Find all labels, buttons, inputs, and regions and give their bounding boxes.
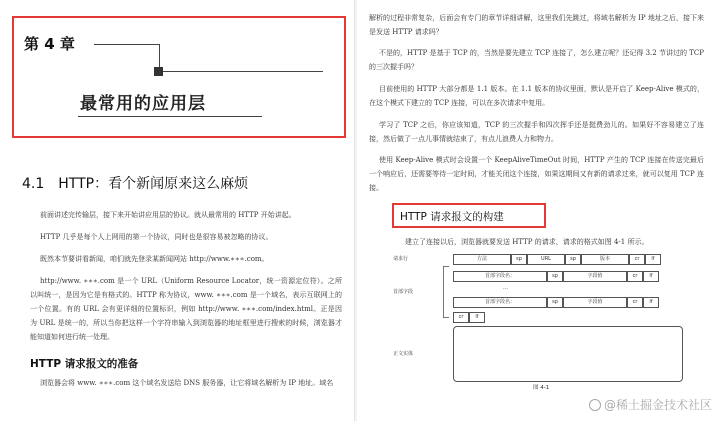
section-highlight — [392, 203, 546, 228]
chapter-title-underline — [78, 116, 262, 117]
field-cr: cr — [453, 312, 469, 323]
paragraph: 建立了连接以后，浏览器就要发送 HTTP 的请求，请求的格式如图 4-1 所示。 — [405, 238, 649, 246]
chapter-label: 第 4 章 — [24, 35, 75, 53]
paragraph: HTTP 几乎是每个人上网用的第一个协议，同时也是很容易被忽略的协议。 — [40, 233, 273, 241]
field-cr: cr — [627, 271, 643, 282]
row-label-body: 正文实体 — [393, 351, 414, 357]
paragraph: 学习了 TCP 之后，你应该知道，TCP 的三次握手和四次挥手还是挺费劲儿的。如果好不容易建立了连接，然后做了一点儿事情就结束了，有点儿浪费人力和物力。 — [369, 121, 704, 143]
field-url: URL — [527, 254, 565, 265]
field-cr: cr — [627, 297, 643, 308]
paragraph: 使用 Keep-Alive 模式时会设置一个 KeepAliveTimeOut 时间，HTTP 产生的 TCP 连接在传送完最后一个响应后，还需要等待一定时间，才能关闭这个连接，如果这期间又有新的请求过来，就可以复用 TCP 连接。 — [369, 156, 704, 192]
subsection-title: HTTP 请求报文的准备 — [30, 358, 139, 370]
field-version: 版本 — [581, 254, 629, 265]
paragraph: 不是的，HTTP 是基于 TCP 的，当然是要先建立 TCP 连接了，怎么建立呢？还记得 3.2 节讲过的 TCP 的三次握手吗？ — [369, 49, 704, 71]
paragraph: 浏览器会将 www. ∗∗∗.com 这个域名发送给 DNS 服务器，让它将域名解析为 IP 地址。域名 — [40, 379, 334, 387]
field-header-value: 字段值 — [563, 271, 627, 282]
field-header-name: 首部字段名： — [453, 271, 547, 282]
right-page — [357, 0, 720, 421]
row-label-request-line: 请求行 — [393, 256, 409, 262]
paragraph: 既然本节要讲看新闻，咱们就先登录某新闻网站 http://www.∗∗∗.com。 — [40, 255, 269, 263]
field-sp: sp — [565, 254, 581, 265]
watermark-text: @稀土掘金技术社区 — [603, 398, 712, 412]
chapter-rule — [163, 71, 323, 72]
field-header-value: 字段值 — [563, 297, 627, 308]
paragraph: 解析的过程非常复杂，后面会有专门的章节详细讲解，这里我们先跳过，将域名解析为 IP 地址之后，接下来是发送 HTTP 请求吗？ — [369, 14, 704, 36]
field-cr: cr — [629, 254, 645, 265]
left-page — [0, 0, 355, 421]
field-sp: sp — [547, 271, 563, 282]
chapter-rule — [94, 44, 160, 45]
chapter-title: 最常用的应用层 — [80, 94, 206, 114]
field-method: 方法 — [453, 254, 511, 265]
field-lf: lf — [643, 297, 659, 308]
juejin-logo-icon — [589, 399, 601, 411]
field-lf: lf — [643, 271, 659, 282]
field-lf: lf — [645, 254, 661, 265]
row-label-headers: 首部字段 — [393, 289, 414, 295]
chapter-heading-highlight — [12, 16, 346, 138]
http-request-format-figure — [393, 252, 703, 384]
field-header-name: 首部字段名： — [453, 297, 547, 308]
field-sp: sp — [547, 297, 563, 308]
chapter-rule-square — [154, 67, 163, 76]
ellipsis: … — [503, 285, 508, 291]
section-title: 4.1 HTTP：看个新闻原来这么麻烦 — [22, 176, 249, 192]
paragraph: http://www. ∗∗∗.com 是一个 URL（Uniform Resource Locator，统一资源定位符）。之所以叫统一，是因为它是有格式的。HTTP 称为协议，www. ∗∗∗.com 是一个域名，表示互联网上的一个位置。有的 URL 会有更详细的位置标识，例如 http://www. ∗∗∗.com/index.html。正是因为 URL 是统一的，所以当你把这样一个字符串输入到浏览器的地址框里进行搜索的时候，浏览器才能知道如何进行统一处理。 — [30, 277, 342, 341]
field-lf: lf — [469, 312, 485, 323]
headers-bracket — [443, 266, 449, 318]
paragraph: 前面讲述完传输层，接下来开始讲应用层的协议。就从最常用的 HTTP 开始讲起。 — [40, 211, 296, 219]
entity-body-box — [453, 326, 683, 382]
figure-caption: 图 4-1 — [533, 385, 550, 391]
field-sp: sp — [511, 254, 527, 265]
paragraph: 目前使用的 HTTP 大部分都是 1.1 版本。在 1.1 版本的协议里面，默认是开启了 Keep-Alive 模式的，在这个模式下建立的 TCP 连接，可以在多次请求中复用。 — [369, 85, 704, 107]
section-title: HTTP 请求报文的构建 — [400, 211, 504, 223]
watermark — [589, 396, 712, 413]
